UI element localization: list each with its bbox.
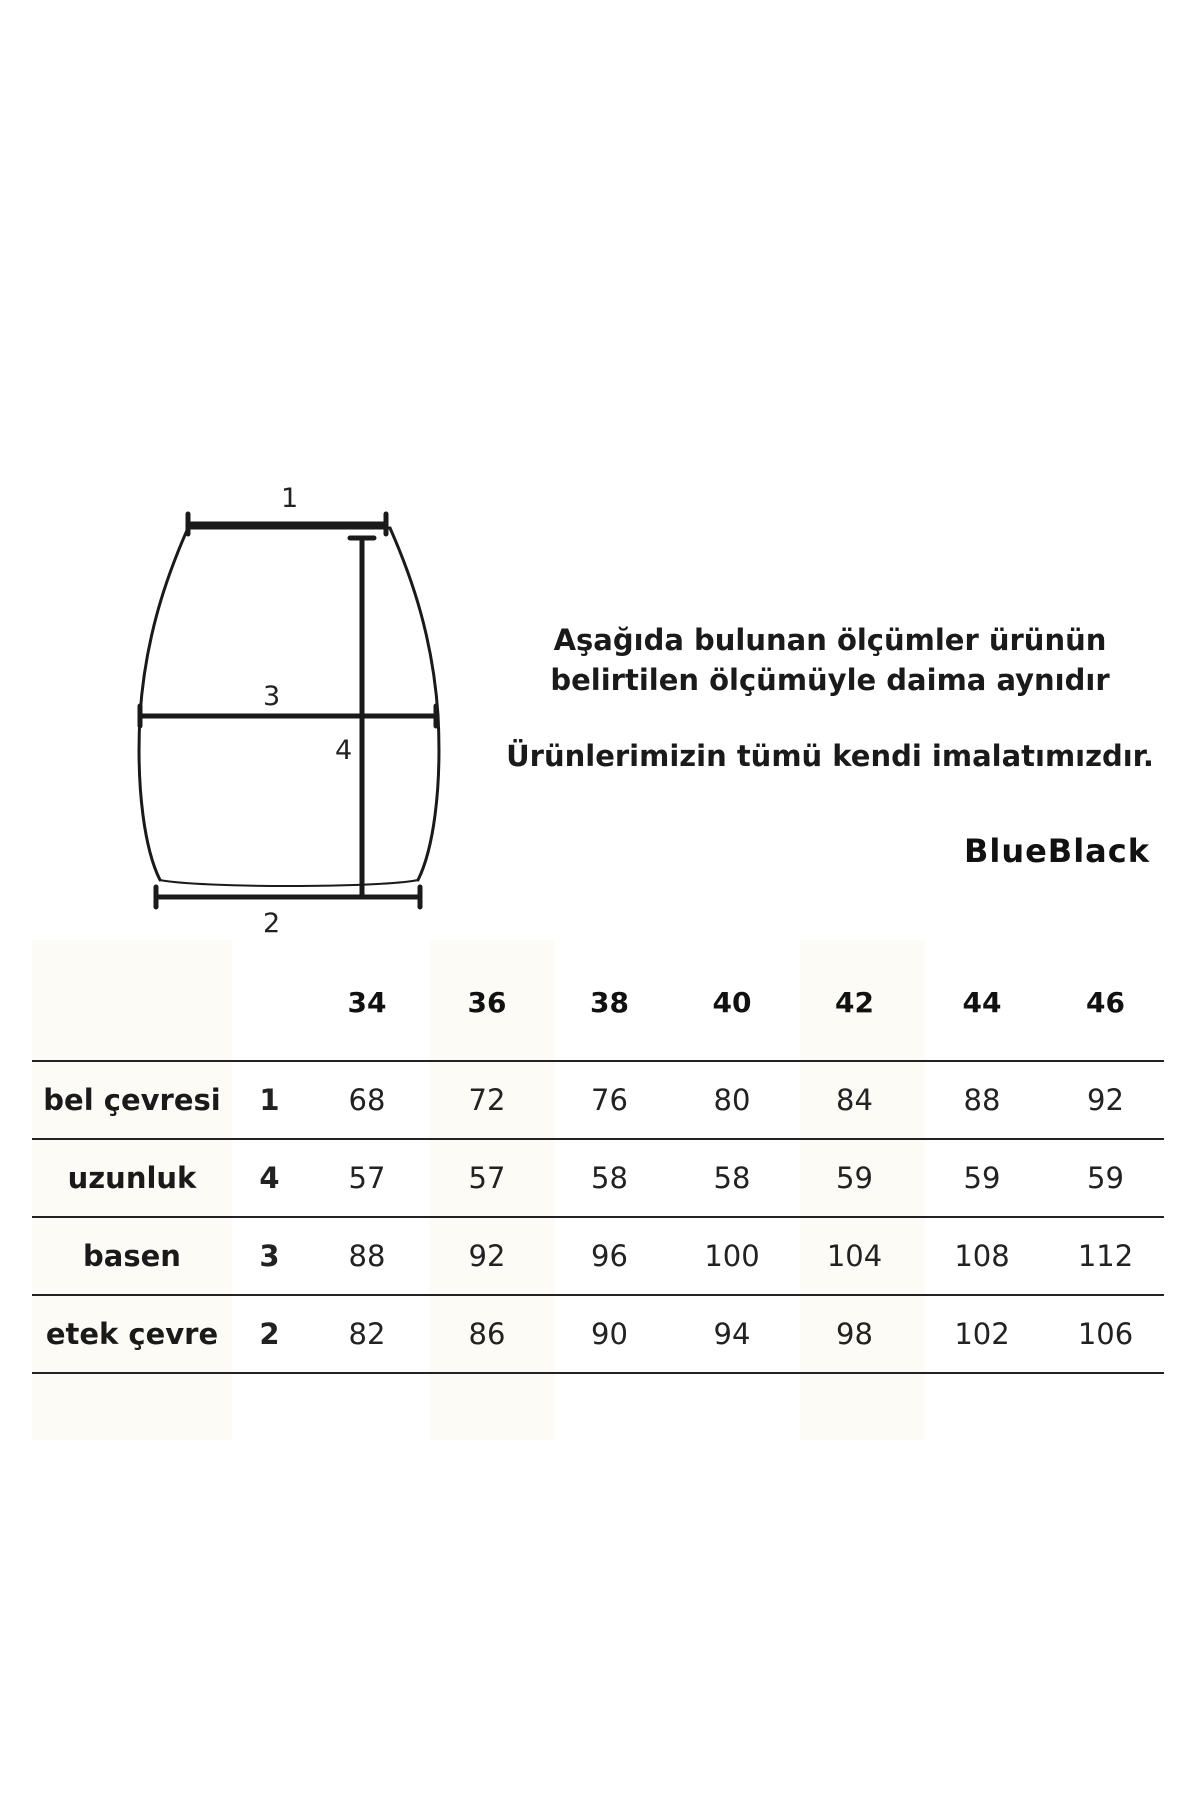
size-header-row [32, 945, 1164, 1061]
row-label: bel çevresi [32, 1061, 232, 1139]
table-row [32, 1139, 1164, 1217]
size-header: 34 [307, 945, 427, 1061]
size-header: 36 [427, 945, 547, 1061]
table-cell: 86 [427, 1295, 547, 1373]
table-cell: 80 [672, 1061, 792, 1139]
header-empty-cell [32, 945, 232, 1061]
table-cell: 92 [1047, 1061, 1164, 1139]
table-cell: 90 [547, 1295, 672, 1373]
size-table [32, 945, 1164, 1374]
table-row [32, 1217, 1164, 1295]
row-label: uzunluk [32, 1139, 232, 1217]
table-cell: 92 [427, 1217, 547, 1295]
table-cell: 59 [917, 1139, 1047, 1217]
table-cell: 98 [792, 1295, 917, 1373]
table-cell: 104 [792, 1217, 917, 1295]
table-cell: 58 [672, 1139, 792, 1217]
table-cell: 82 [307, 1295, 427, 1373]
measure-label-3: 3 [263, 681, 281, 712]
table-cell: 68 [307, 1061, 427, 1139]
table-cell: 76 [547, 1061, 672, 1139]
info-line-2: belirtilen ölçümüyle daima aynıdır [550, 663, 1110, 697]
table-cell: 96 [547, 1217, 672, 1295]
table-cell: 88 [307, 1217, 427, 1295]
table-cell: 72 [427, 1061, 547, 1139]
info-line-1: Aşağıda bulunan ölçümler ürünün [553, 623, 1107, 657]
table-cell: 112 [1047, 1217, 1164, 1295]
measure-label-1: 1 [281, 483, 299, 514]
header-empty-cell [232, 945, 307, 1061]
size-header: 46 [1047, 945, 1164, 1061]
info-text [470, 620, 1190, 776]
skirt-hem-outline [160, 880, 418, 886]
table-cell: 84 [792, 1061, 917, 1139]
row-code: 3 [232, 1217, 307, 1295]
table-cell: 94 [672, 1295, 792, 1373]
measure-label-2: 2 [263, 908, 281, 939]
size-header: 38 [547, 945, 672, 1061]
row-code: 2 [232, 1295, 307, 1373]
table-cell: 106 [1047, 1295, 1164, 1373]
table-cell: 102 [917, 1295, 1047, 1373]
table-cell: 88 [917, 1061, 1047, 1139]
info-line-3: Ürünlerimizin tümü kendi imalatımızdır. [506, 739, 1154, 773]
size-header: 42 [792, 945, 917, 1061]
table-cell: 100 [672, 1217, 792, 1295]
table-cell: 108 [917, 1217, 1047, 1295]
size-header: 40 [672, 945, 792, 1061]
table-cell: 59 [792, 1139, 917, 1217]
row-label: etek çevre [32, 1295, 232, 1373]
row-code: 4 [232, 1139, 307, 1217]
table-cell: 58 [547, 1139, 672, 1217]
table-cell: 57 [427, 1139, 547, 1217]
table-row [32, 1061, 1164, 1139]
table-cell: 59 [1047, 1139, 1164, 1217]
table-cell: 57 [307, 1139, 427, 1217]
skirt-outline-right [390, 528, 439, 880]
table-row [32, 1295, 1164, 1373]
size-header: 44 [917, 945, 1047, 1061]
row-label: basen [32, 1217, 232, 1295]
skirt-outline-left [139, 528, 188, 880]
brand-logo: BlueBlack [963, 832, 1150, 870]
measure-label-4: 4 [335, 735, 353, 766]
row-code: 1 [232, 1061, 307, 1139]
